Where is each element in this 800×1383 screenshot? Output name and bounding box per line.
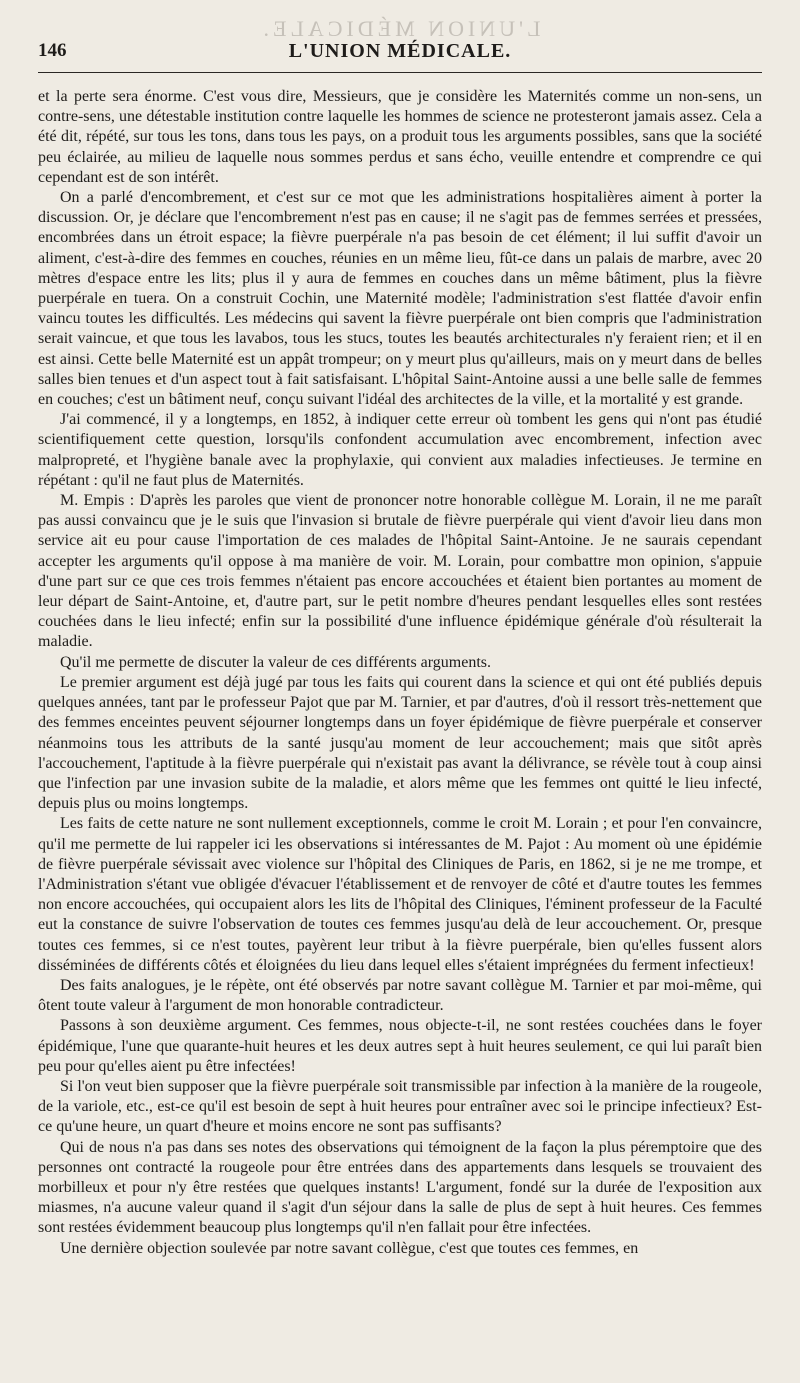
paragraph: On a parlé d'encombrement, et c'est sur ce mot que les administrations hospitalières aiment à porter la discussion. Or, je déclare que l'encombrement n'est pas en cause; il ne s'agit pas de femmes serrées et pressées, encombrées dans un étroit espace; la fièvre puerpérale n'a pas besoin de cet élément; il lui suffit d'avoir un aliment, c'est-à-dire des femmes en couches, réunies en un même lieu, fût-ce dans un palais de marbre, avec 20 mètres d'espace entre les lits; plus il y aura de femmes en couches dans un même bâtiment, plus la fièvre puerpérale en tuera. On a construit Cochin, une Maternité modèle; l'administration s'est flattée d'avoir enfin vaincu toutes les difficultés. Les médecins qui savent la fièvre puerpérale ont bien compris que l'administration serait vaincue, et que tous les lavabos, tous les stucs, toutes les beautés architecturales n'y feraient rien; et il en est ainsi. Cette belle Maternité est un appât trompeur; on y meurt plus qu'ailleurs, mais on y meurt dans de belles salles bien tenues et d'un aspect tout à fait satisfaisant. L'hôpital Saint-Antoine aussi a une belle salle de femmes en couches; c'est un bâtiment neuf, conçu suivant l'idéal des architectes de la ville, et la mortalité y est grande. [38,189,762,409]
paragraph: Si l'on veut bien supposer que la fièvre puerpérale soit transmissible par infection à la manière de la rougeole, de la variole, etc., est-ce qu'il est besoin de sept à huit heures pour entraîner avec soi le principe infectieux? Est-ce qu'une heure, un quart d'heure et moins encore ne sont pas suffisants? [38,1077,762,1136]
page-header [38,40,762,70]
article-body [38,87,762,1259]
paragraph: Passons à son deuxième argument. Ces femmes, nous objecte-t-il, ne sont restées couchées dans le foyer épidémique, l'une que quarante-huit heures et les deux autres sept à huit heures seulement, ce qui lui paraît bien peu pour qu'elles aient pu être infectées! [38,1017,762,1075]
header-rule [38,72,762,73]
paragraph: Le premier argument est déjà jugé par tous les faits qui courent dans la science et qui ont été publiés depuis quelques années, tant par le professeur Pajot que par M. Tarnier, et par d'autres, d'où il ressort très-nettement que des femmes enceintes peuvent séjourner longtemps dans un foyer épidémique de fièvre puerpérale et conserver néanmoins tous les attributs de la santé jusqu'au moment de leur accouchement; mais que sitôt après l'accouchement, l'aptitude à la fièvre puerpérale qui n'existait pas avant la délivrance, se révèle tout à coup ainsi que l'infection par une invasion subite de la maladie, et alors même que les femmes ont quitté le lieu infecté, depuis plus ou moins longtemps. [38,673,762,813]
paragraph: M. Empis : D'après les paroles que vient de prononcer notre honorable collègue M. Lorain, il ne me paraît pas aussi convaincu que je le suis que l'invasion si brutale de fièvre puerpérale qui vient d'avoir lieu dans mon service ait eu pour cause l'importation de ces malades de l'hôpital Saint-Antoine. Je ne saurais cependant accepter les arguments qu'il oppose à ma manière de voir. M. Lorain, pour combattre mon opinion, s'appuie d'une part sur ce que ces trois femmes n'étaient pas encore accouchées et étaient bien portantes au moment de leur départ de Saint-Antoine, et, d'autre part, sur le petit nombre d'heures pendant lesquelles elles sont restées couchées dans le lieu infecté; enfin sur la possibilité d'une influence épidémique générale d'où résulterait la maladie. [38,492,762,651]
paragraph: et la perte sera énorme. C'est vous dire, Messieurs, que je considère les Maternités comme un non-sens, un contre-sens, une détestable institution contre laquelle les hommes de science ne protesteront jamais assez. Cela a été dit, répété, sur tous les tons, dans tous les pays, on a produit tous les arguments possibles, sans que la société peu éclairée, au milieu de laquelle nous sommes perdus et sans écho, veuille entendre et comprendre ce qui cependant est de son intérêt. [38,88,762,186]
bleed-through-text: L'UNION MÉDICALE. [259,16,541,41]
paragraph: Une dernière objection soulevée par notre savant collègue, c'est que toutes ces femmes, en [60,1239,639,1257]
journal-title: L'UNION MÉDICALE. [288,40,512,62]
paragraph: J'ai commencé, il y a longtemps, en 1852, à indiquer cette erreur où tombent les gens qui n'ont pas étudié scientifiquement cette question, lorsqu'ils confondent accumulation avec encombrement, infection avec malpropreté, et l'hygiène banale avec la prophylaxie, qui convient aux maladies infectieuses. Je termine en répétant : qu'il ne faut plus de Maternités. [38,411,762,489]
page-number: 146 [38,40,67,61]
paragraph: Qu'il me permette de discuter la valeur de ces différents arguments. [60,653,492,671]
paragraph: Des faits analogues, je le répète, ont été observés par notre savant collègue M. Tarnier et par moi-même, qui ôtent toute valeur à l'argument de mon honorable contradicteur. [38,976,762,1015]
paragraph: Qui de nous n'a pas dans ses notes des observations qui témoignent de la façon la plus péremptoire que des personnes ont contracté la rougeole pour être entrées dans des appartements dans lesquels se trouvaient des morbilleux et pour n'y être restées que quelques instants! L'argument, fondé sur la durée de l'exposition aux miasmes, n'a aucune valeur quand il s'agit d'un séjour dans la salle de plus de sept à huit heures. Ces femmes sont restées évidemment beaucoup plus longtemps qu'il n'en fallait pour être infectées. [38,1138,762,1237]
paragraph: Les faits de cette nature ne sont nullement exceptionnels, comme le croit M. Lorain ; et pour l'en convaincre, qu'il me permette de lui rappeler ici les observations si intéressantes de M. Pajot : Au moment où une épidémie de fièvre puerpérale sévissait avec violence sur l'hôpital des Cliniques de Paris, en 1862, si je ne me trompe, et l'Administration s'étant vue obligée d'évacuer l'établissement et de renvoyer de côté et d'autre toutes les femmes non encore accouchées, qui occupaient alors les lits de l'hôpital des Cliniques, l'éminent professeur de la Faculté eut la constance de suivre l'observation de toutes ces femmes jusqu'au delà de leur accouchement. Or, presque toutes ces femmes, si ce n'est toutes, payèrent leur tribut à la fièvre puerpérale, bien qu'elles fussent alors disséminées de différents côtés et éloignées du lieu dans lequel elles s'étaient imprégnées du ferment infectieux! [38,815,762,974]
